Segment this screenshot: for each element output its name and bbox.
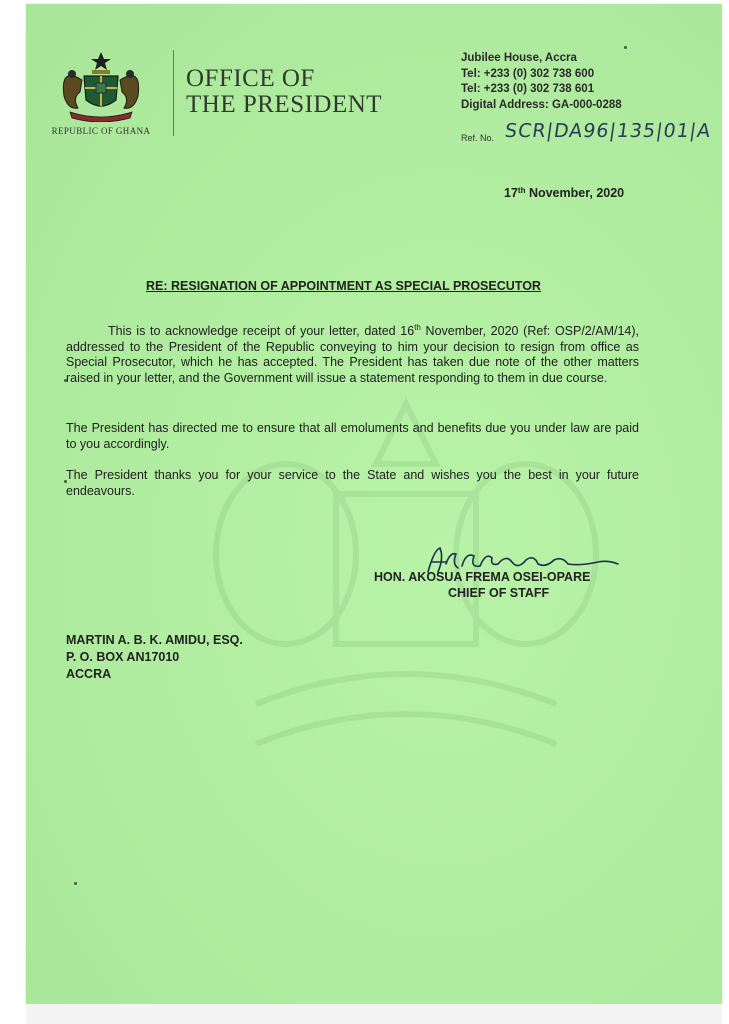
telephone-line-1: Tel: +233 (0) 302 738 600 [461, 67, 595, 80]
addressee-name: MARTIN A. B. K. AMIDU, ESQ. [66, 633, 243, 647]
office-title-line2: THE PRESIDENT [186, 91, 383, 118]
speck [624, 46, 627, 49]
paragraph-2: The President has directed me to ensure that all emoluments and benefits due you under law are paid to you accordingly. [66, 421, 639, 451]
digital-address-line: Digital Address: GA-000-0288 [461, 98, 622, 111]
reference-value-handwritten: SCR|DA96|135|01|A [503, 120, 713, 142]
reference-label: Ref. No. [461, 133, 495, 143]
addressee-city: ACCRA [66, 667, 112, 681]
contact-block [461, 51, 622, 113]
telephone-line-2: Tel: +233 (0) 302 738 601 [461, 83, 595, 95]
signatory-name: HON. AKOSUA FREMA OSEI-OPARE [374, 570, 591, 584]
addressee-block [66, 632, 243, 683]
page-bottom-margin [26, 1004, 722, 1024]
office-title [186, 66, 382, 118]
address-line: Jubilee House, Accra [461, 52, 577, 64]
signatory-title: CHIEF OF STAFF [448, 586, 550, 600]
reference-number [461, 120, 721, 154]
ghana-coat-of-arms-icon [54, 48, 148, 122]
subject-heading: RE: RESIGNATION OF APPOINTMENT AS SPECIAL PROSECUTOR [146, 279, 541, 293]
date-rest: November, 2020 [525, 186, 625, 200]
paragraph-1 [66, 320, 639, 386]
republic-of-ghana-label: REPUBLIC OF GHANA [51, 126, 151, 136]
date-day: 17 [504, 186, 518, 200]
paragraph-3: The President thanks you for your service to the State and wishes you the best in your future endeavours. [66, 468, 639, 498]
paragraph-1-sup: th [414, 323, 421, 332]
letter-date [504, 186, 624, 200]
date-suffix: th [517, 186, 526, 195]
paragraph-1-part2: November, 2020 (Ref: OSP/2/AM/14), addressed to the President of the Republic conveying to him your decision to resign from office as Special Prosecutor, which he has accepted. The President has taken due note of the other matters raised in your letter, and the Government will issue a statement responding to them in due course. [66, 324, 639, 385]
addressee-box: P. O. BOX AN17010 [66, 650, 180, 664]
paragraph-1-part1: This is to acknowledge receipt of your letter, dated 16 [108, 324, 415, 339]
office-title-line1: OFFICE OF [186, 65, 315, 92]
speck [74, 882, 77, 885]
letterhead-divider [173, 50, 174, 136]
letter-page [26, 4, 722, 1004]
